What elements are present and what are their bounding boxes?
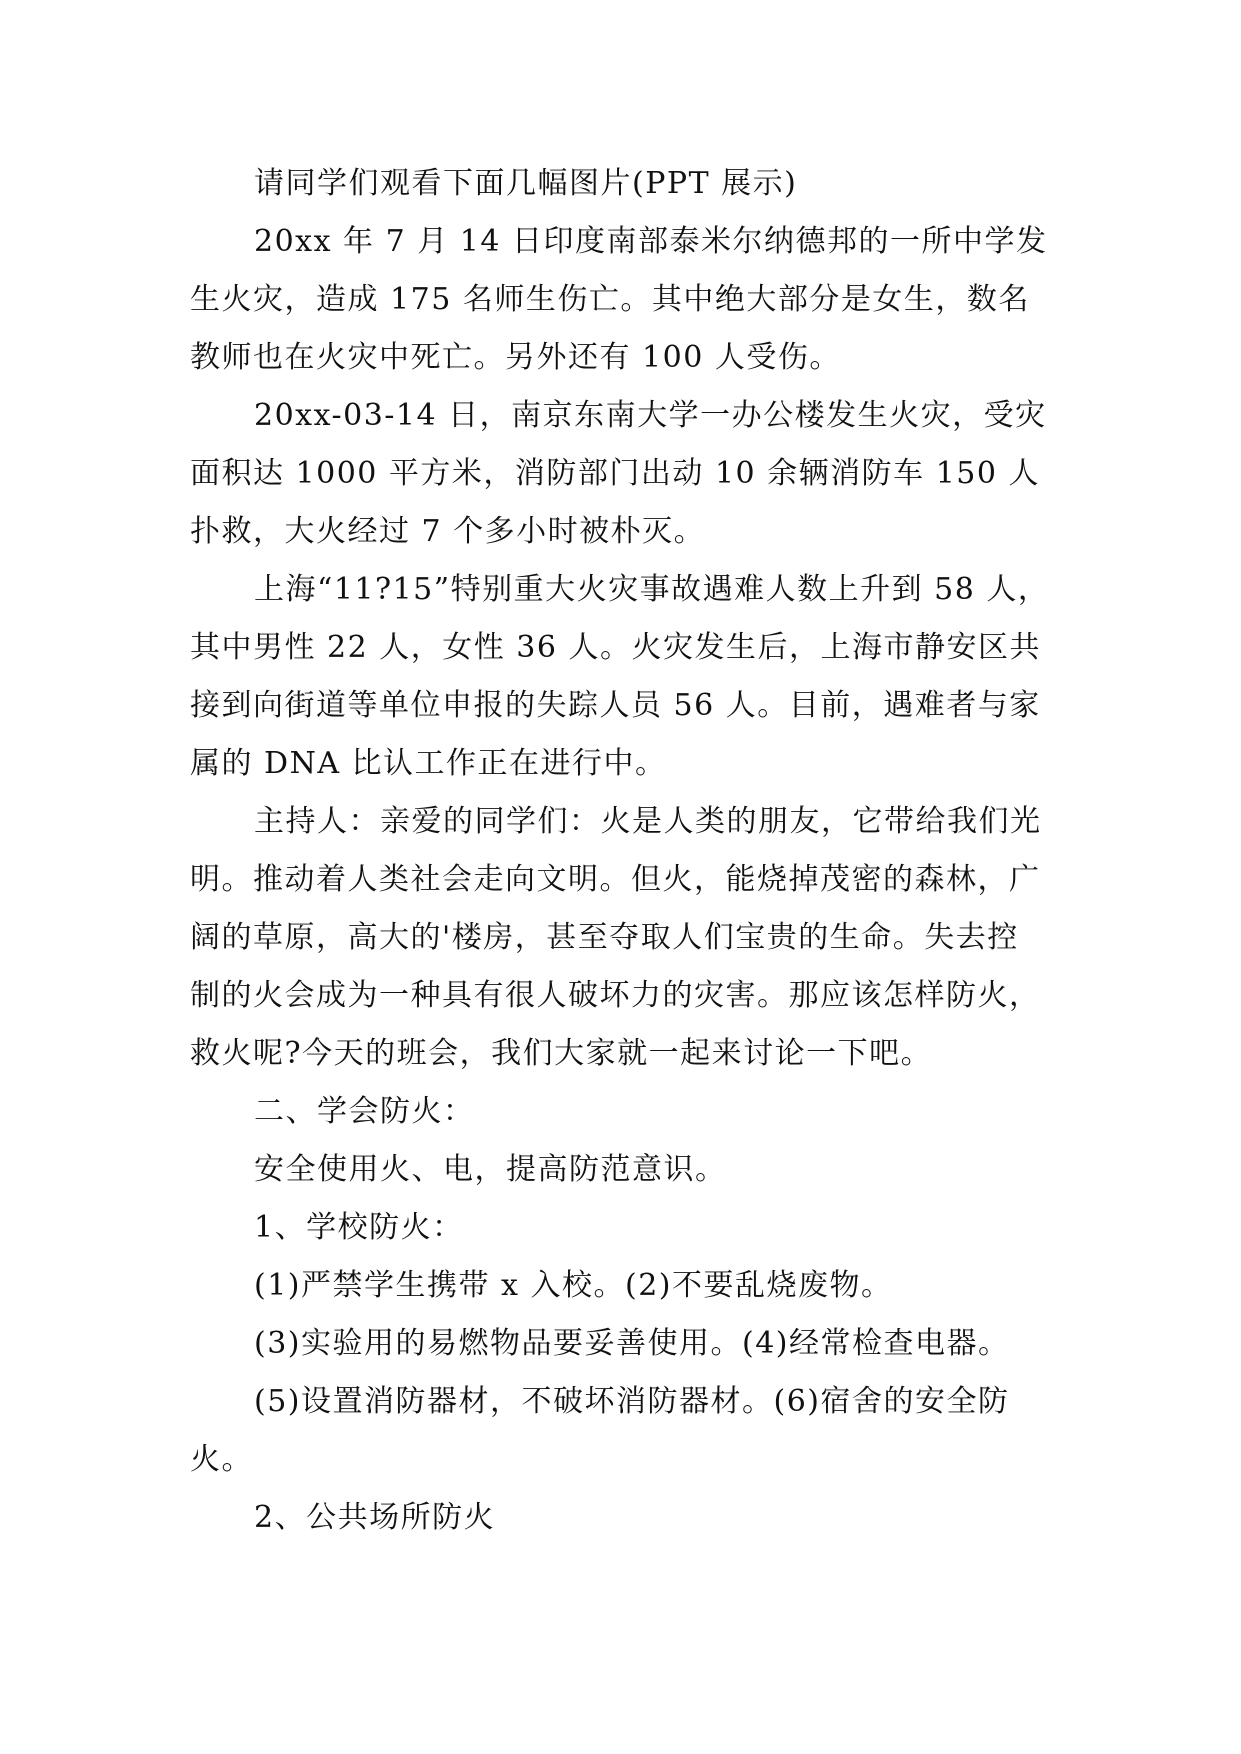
subheading-school-fire-prevention: 1、学校防火： — [254, 1210, 464, 1245]
paragraph-host-speech: 主持人：亲爱的同学们：火是人类的朋友，它带给我们光明。推动着人类社会走向文明。但火，能烧掉茂密的森林，广阔的草原，高大的'楼房，甚至夺取人们宝贵的生命。失去控制的火会成为一种具有很人破坏力的灾害。那应该怎样防火，救火呢?今天的班会，我们大家就一起来讨论一下吧。 — [190, 804, 1042, 1071]
list-item-rules-5-6: (5)设置消防器材，不破坏消防器材。(6)宿舍的安全防火。 — [190, 1384, 1010, 1477]
paragraph-india-fire: 20xx 年 7 月 14 日印度南部泰米尔纳德邦的一所中学发生火灾，造成 175 名师生伤亡。其中绝大部分是女生，数名教师也在火灾中死亡。另外还有 100 人受伤。 — [190, 224, 1048, 375]
subheading-public-places: 2、公共场所防火 — [254, 1500, 496, 1535]
paragraph-shanghai-fire: 上海“11?15”特别重大火灾事故遇难人数上升到 58 人，其中男性 22 人，女性 36 人。火灾发生后，上海市静安区共接到向街道等单位申报的失踪人员 56 人。目前，遇难者与家属的 DNA 比认工作正在进行中。 — [190, 572, 1050, 781]
section-heading-fire-prevention: 二、学会防火： — [254, 1094, 475, 1129]
list-item-rules-1-2: (1)严禁学生携带 x 入校。(2)不要乱烧废物。 — [254, 1268, 893, 1303]
document-body — [190, 155, 1050, 1547]
list-item-rules-3-4: (3)实验用的易燃物品要妥善使用。(4)经常检查电器。 — [254, 1326, 1010, 1361]
paragraph-ppt-intro: 请同学们观看下面几幅图片(PPT 展示) — [254, 166, 798, 201]
paragraph-nanjing-fire: 20xx-03-14 日，南京东南大学一办公楼发生火灾，受灾面积达 1000 平方米，消防部门出动 10 余辆消防车 150 人扑救，大火经过 7 个多小时被朴灭。 — [190, 398, 1047, 549]
paragraph-safety-awareness: 安全使用火、电，提高防范意识。 — [254, 1152, 727, 1187]
